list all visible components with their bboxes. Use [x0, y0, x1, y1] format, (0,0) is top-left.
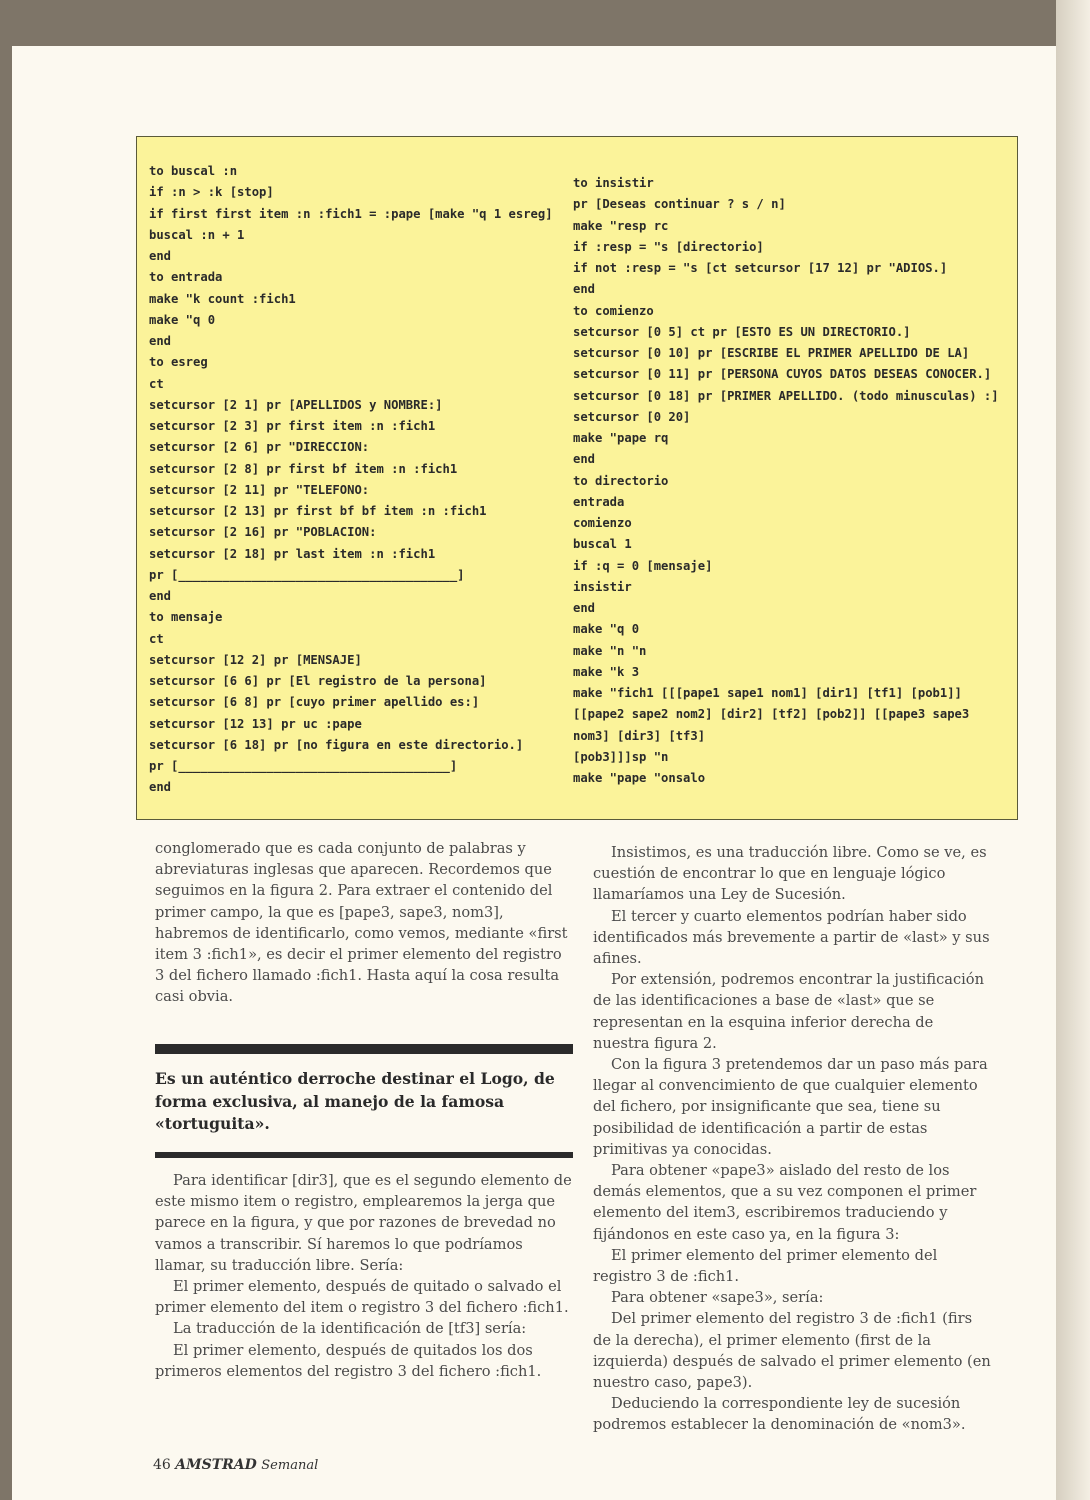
code-line: setcursor [0 5] ct pr [ESTO ES UN DIRECTORIO.] [573, 324, 911, 339]
code-line: setcursor [0 11] pr [PERSONA CUYOS DATOS DESEAS CONOCER.] [573, 367, 992, 382]
code-line: setcursor [2 11] pr "TELEFONO: [149, 482, 370, 497]
paragraph: Del primer elemento del registro 3 de :fich1 (firs de la derecha), el primer elemento (first de la izquierda) después de salvado el primer elemento (en nuestro caso, pape3). [593, 1310, 991, 1392]
code-line: make "q 0 [573, 622, 640, 637]
code-line: if first first item :n :fich1 = :pape [make "q 1 esreg] [149, 206, 553, 221]
code-line: setcursor [2 3] pr first item :n :fich1 [149, 419, 436, 433]
code-line: end [573, 452, 596, 467]
code-line: setcursor [2 18] pr last item :n :fich1 [149, 546, 436, 561]
code-line: make "resp rc [573, 218, 669, 233]
code-line: ct [149, 376, 164, 391]
code-line: to comienzo [573, 303, 654, 318]
paragraph: Por extensión, podremos encontrar la justificación de las identificaciones a base de «last» que se representan en la esquina inferior derecha de nuestra figura 2. [593, 971, 984, 1052]
code-line: setcursor [2 6] pr "DIRECCION: [149, 440, 370, 455]
magazine-edition: Semanal [261, 1458, 319, 1473]
code-line: pr [______________________________________] [149, 567, 465, 582]
code-line: if :resp = "s [directorio] [573, 239, 764, 254]
code-line: pr [_____________________________________] [149, 759, 458, 773]
paragraph: Insistimos, es una traducción libre. Como se ve, es cuestión de encontrar lo que en lenguaje lógico llamaríamos una Ley de Sucesión. [593, 844, 987, 904]
code-line: to insistir [573, 176, 654, 190]
code-listing-right [573, 173, 999, 789]
code-line: make "k count :fich1 [149, 291, 296, 306]
code-line: setcursor [6 18] pr [no figura en este directorio.] [149, 737, 524, 752]
code-line: make "pape rq [573, 431, 669, 445]
paragraph: La traducción de la identificación de [tf3] sería: [173, 1320, 527, 1338]
code-line: setcursor [0 20] [573, 409, 691, 424]
code-line: nom3] [dir3] [tf3] [573, 728, 706, 743]
code-line: if :n > :k [stop] [149, 185, 274, 200]
code-line: setcursor [0 18] pr [PRIMER APELLIDO. (todo minusculas) :] [573, 388, 999, 403]
code-line: end [149, 780, 172, 795]
code-line: insistir [573, 579, 632, 594]
code-line: buscal :n + 1 [149, 227, 245, 242]
code-listing-box [136, 136, 1018, 820]
code-line: end [573, 601, 596, 615]
code-line: end [573, 282, 596, 297]
code-line: end [149, 589, 172, 603]
code-line: comienzo [573, 516, 632, 530]
paragraph: Para obtener «pape3» aislado del resto de los demás elementos, que a su vez componen el primer elemento del item3, escribiremos traduciendo y fijándonos en este caso ya, en la figura 3: [593, 1162, 977, 1243]
paragraph: Para obtener «sape3», sería: [611, 1289, 824, 1307]
code-line: setcursor [0 10] pr [ESCRIBE EL PRIMER APELLIDO DE LA] [573, 346, 970, 360]
pull-quote-bottom-rule [155, 1152, 573, 1158]
code-line: setcursor [2 16] pr "POBLACION: [149, 525, 377, 540]
code-line: end [149, 249, 172, 263]
paragraph: El primer elemento, después de quitados los dos primeros elementos del registro 3 del fichero :fich1. [155, 1341, 542, 1380]
code-line: setcursor [6 8] pr [cuyo primer apellido es:] [149, 695, 480, 710]
code-line: setcursor [2 13] pr first bf bf item :n :fich1 [149, 504, 487, 518]
pull-quote: Es un auténtico derroche destinar el Logo, de forma exclusiva, al manejo de la famosa «tortuguita». [155, 1069, 555, 1134]
code-line: to esreg [149, 355, 208, 370]
article-column-left-top [155, 838, 575, 1008]
code-line: make "fich1 [[[pape1 sape1 nom1] [dir1] [tf1] [pob1]] [573, 686, 962, 700]
paragraph: El primer elemento del primer elemento del registro 3 de :fich1. [593, 1246, 938, 1286]
paragraph: El primer elemento, después de quitado o salvado el primer elemento del item o registro 3 del fichero :fich1. [155, 1278, 569, 1317]
code-line: make "k 3 [573, 664, 640, 679]
pull-quote-top-rule [155, 1044, 573, 1054]
code-line: to mensaje [149, 610, 223, 625]
code-line: setcursor [12 13] pr uc :pape [149, 716, 362, 731]
paragraph: Para identificar [dir3], que es el segundo elemento de este mismo item o registro, emplearemos la jerga que parece en la figura, y que por razones de brevedad no vamos a transcribir. Sí haremos lo que podríamos llamar, su traducción libre. Sería: [155, 1172, 572, 1274]
page-number: 46 [153, 1457, 171, 1473]
code-line: end [149, 334, 172, 348]
paragraph: conglomerado que es cada conjunto de palabras y abreviaturas inglesas que aparecen. Recordemos que seguimos en la figura 2. Para extraer el contenido del primer campo, la que es [pape3, sape3, nom3], habremos de identificarlo, como vemos, mediante «first item 3 :fich1», es decir el primer elemento del registro 3 del fichero llamado :fich1. Hasta aquí la cosa resulta casi obvia. [155, 840, 568, 1006]
code-line: to entrada [149, 270, 223, 285]
code-line: if :q = 0 [mensaje] [573, 558, 713, 573]
code-line: make "pape "onsalo [573, 771, 706, 785]
code-line: make "n "n [573, 643, 647, 658]
code-line: make "q 0 [149, 312, 216, 327]
code-line: setcursor [2 8] pr first bf item :n :fich1 [149, 461, 458, 476]
code-line: to buscal :n [149, 164, 238, 178]
paragraph: El tercer y cuarto elementos podrían haber sido identificados más brevemente a partir de «last» y sus afines. [593, 907, 990, 968]
article-column-right [593, 842, 993, 1436]
magazine-name: AMSTRAD [175, 1457, 257, 1473]
article-column-left-bottom [155, 1170, 575, 1382]
code-line: buscal 1 [573, 537, 632, 552]
code-line: if not :resp = "s [ct setcursor [17 12] pr "ADIOS.] [573, 261, 948, 275]
code-line: setcursor [2 1] pr [APELLIDOS y NOMBRE:] [149, 397, 443, 412]
code-line: [pob3]]]sp "n [573, 749, 669, 764]
code-line: pr [Deseas continuar ? s / n] [573, 197, 786, 212]
code-line: setcursor [12 2] pr [MENSAJE] [149, 652, 362, 667]
code-line: entrada [573, 494, 625, 509]
code-line: ct [149, 631, 164, 646]
code-line: [[pape2 sape2 nom2] [dir2] [tf2] [pob2]] [[pape3 sape3 [573, 707, 970, 722]
page-edge [1056, 0, 1090, 1500]
paragraph: Con la figura 3 pretendemos dar un paso más para llegar al convencimiento de que cualquier elemento del fichero, por insignificante que sea, tiene su posibilidad de identificación a partir de estas primitivas ya conocidas. [593, 1056, 988, 1158]
page-footer [153, 1457, 318, 1473]
code-listing-left [149, 161, 553, 799]
code-line: to directorio [573, 473, 669, 488]
paragraph: Deduciendo la correspondiente ley de sucesión podremos establecer la denominación de «nom3». [593, 1395, 966, 1434]
code-line: setcursor [6 6] pr [El registro de la persona] [149, 674, 487, 688]
